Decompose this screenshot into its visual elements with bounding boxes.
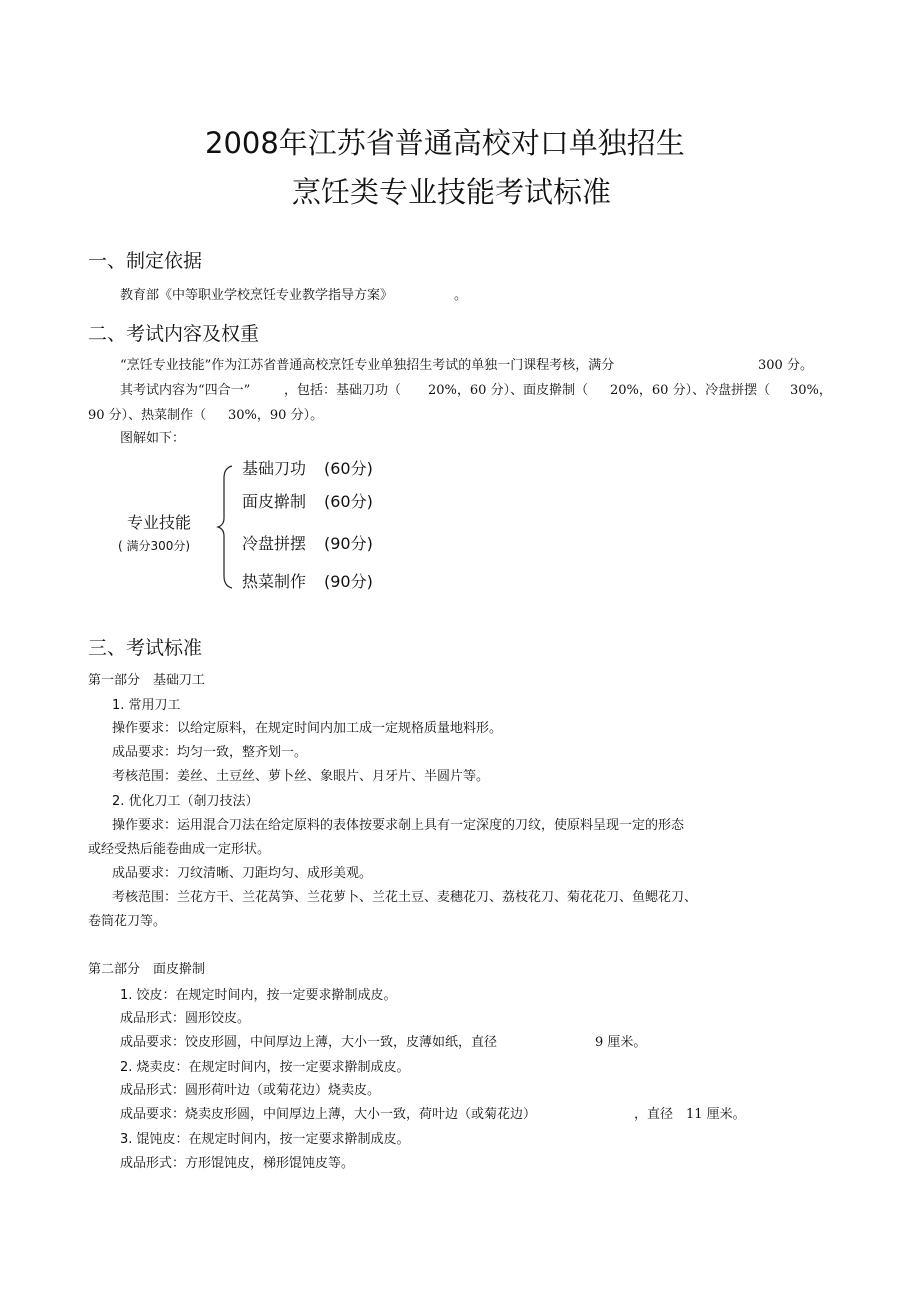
- part2-item1-req-a: 成品要求：饺皮形圆，中间厚边上薄，大小一致，皮薄如纸，直径: [120, 1035, 498, 1050]
- section1-basis: 教育部《中等职业学校烹饪专业教学指导方案》: [120, 288, 394, 303]
- part2-item1-title: 1. 饺皮：在规定时间内，按一定要求擀制成皮。: [120, 988, 397, 1003]
- section1-basis-end: 。: [454, 288, 468, 303]
- part2-item2-req-b: ，直径: [634, 1107, 674, 1122]
- diagram-item-3-score: (90分): [324, 534, 373, 553]
- section2-para3-a: 90 分）、热菜制作（: [88, 408, 207, 423]
- section2-para4: 图解如下：: [120, 431, 186, 446]
- part1-item1-res: 成品要求：均匀一致，整齐划一。: [112, 745, 308, 760]
- part2-item1-form: 成品形式：圆形饺皮。: [120, 1011, 251, 1026]
- part1-item2-op1: 操作要求：运用混合刀法在给定原料的表体按要求剞上具有一定深度的刀纹，使原料呈现一定的形态: [112, 818, 685, 833]
- part2-item3-title: 3. 馄饨皮：在规定时间内，按一定要求擀制成皮。: [120, 1132, 410, 1147]
- part1-item2-title: 2. 优化刀工（剞刀技法）: [112, 794, 259, 809]
- part2-item2-req-c: 11 厘米。: [686, 1107, 746, 1122]
- part1-item1-op: 操作要求：以给定原料，在规定时间内加工成一定规格质量地料形。: [112, 721, 503, 736]
- section2-para1-a: “烹饪专业技能”作为江苏省普通高校烹饪专业单独招生考试的单独一门课程考核，满分: [120, 358, 615, 373]
- part2-item3-form: 成品形式：方形馄饨皮，梯形馄饨皮等。: [120, 1156, 355, 1171]
- section2-heading: 二、考试内容及权重: [88, 323, 260, 345]
- diagram-item-2-name: 面皮擀制: [242, 492, 307, 511]
- part1-item2-scope1: 考核范围：兰花方干、兰花莴笋、兰花萝卜、兰花土豆、麦穗花刀、荔枝花刀、菊花花刀、鱼鳃花刀、: [112, 890, 698, 905]
- part2-item2-req-a: 成品要求：烧卖皮形圆，中间厚边上薄，大小一致，荷叶边（或菊花边）: [120, 1107, 537, 1122]
- section2-para1-b: 300 分。: [758, 358, 813, 373]
- part2-title: 第二部分 面皮擀制: [88, 962, 206, 977]
- section2-para2-c: 20%，60 分）、面皮擀制（: [428, 383, 589, 398]
- diagram-item-2-score: (60分): [324, 492, 373, 511]
- part1-item2-res: 成品要求：刀纹清晰、刀距均匀、成形美观。: [112, 866, 373, 881]
- part2-item1-req-b: 9 厘米。: [595, 1035, 647, 1050]
- part1-title: 第一部分 基础刀工: [88, 673, 206, 688]
- diagram-item-4-name: 热菜制作: [242, 572, 307, 591]
- section2-para2-e: 30%，: [790, 383, 832, 398]
- diagram-root-sub: ( 满分300分): [118, 539, 191, 553]
- diagram-item-1-score: (60分): [324, 459, 373, 478]
- part1-item2-scope2: 卷筒花刀等。: [88, 914, 167, 929]
- section3-heading: 三、考试标准: [88, 637, 203, 659]
- page-title-line1: 2008年江苏省普通高校对口单独招生: [205, 126, 685, 160]
- diagram-root-label: 专业技能: [127, 513, 192, 532]
- diagram-brace: [214, 462, 236, 592]
- diagram-item-4-score: (90分): [324, 572, 373, 591]
- section2-para2-a: 其考试内容为“四合一”: [120, 383, 251, 398]
- part1-item1-scope: 考核范围：姜丝、土豆丝、萝卜丝、象眼片、月牙片、半圆片等。: [112, 769, 490, 784]
- part2-item2-title: 2. 烧卖皮：在规定时间内，按一定要求擀制成皮。: [120, 1060, 410, 1075]
- diagram-item-3-name: 冷盘拼摆: [242, 534, 307, 553]
- part1-item2-op2: 或经受热后能卷曲成一定形状。: [88, 842, 271, 857]
- section1-heading: 一、制定依据: [88, 250, 203, 272]
- page-title-line2: 烹饪类专业技能考试标准: [292, 175, 612, 209]
- section2-para2-b: ，包括：基础刀功（: [284, 383, 402, 398]
- section2-para3-b: 30%，90 分）。: [228, 408, 324, 423]
- part2-item2-form: 成品形式：圆形荷叶边（或菊花边）烧卖皮。: [120, 1083, 381, 1098]
- part1-item1-title: 1. 常用刀工: [112, 698, 181, 713]
- section2-para2-d: 20%，60 分）、冷盘拼摆（: [610, 383, 771, 398]
- diagram-item-1-name: 基础刀功: [242, 459, 307, 478]
